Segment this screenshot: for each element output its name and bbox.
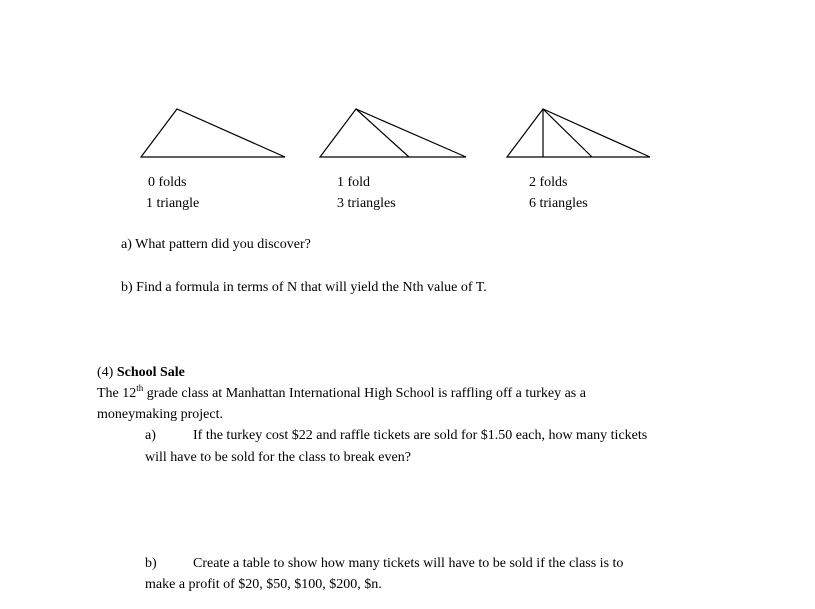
problem-intro-line1: The 12th grade class at Manhattan International High School is raffling off a turkey as a — [97, 383, 586, 401]
caption-triangles-2: 6 triangles — [529, 196, 588, 211]
part-b-line2: make a profit of $20, $50, $100, $200, $n. — [145, 577, 382, 592]
part-b-line1: Create a table to show how many tickets will have to be sold if the class is to — [193, 556, 624, 571]
caption-triangles-0: 1 triangle — [146, 196, 200, 211]
ordinal-suffix: th — [136, 383, 144, 393]
problem-number: (4) — [97, 365, 117, 380]
problem-heading — [97, 364, 185, 382]
problem-intro-line2: moneymaking project. — [97, 407, 223, 422]
caption-folds-2: 2 folds — [529, 175, 568, 190]
question-b: b) Find a formula in terms of N that will yield the Nth value of T. — [121, 280, 487, 295]
part-a-line2: will have to be sold for the class to break even? — [145, 450, 411, 465]
triangle-1-fold — [320, 109, 466, 157]
triangle-2-folds — [507, 109, 650, 157]
caption-folds-0: 0 folds — [148, 175, 187, 190]
caption-folds-1: 1 fold — [337, 175, 371, 190]
problem-title: School Sale — [116, 365, 185, 380]
triangle-0-folds — [141, 109, 285, 157]
fold-line — [543, 109, 592, 157]
question-a: a) What pattern did you discover? — [121, 237, 311, 252]
fold-line — [356, 109, 409, 157]
part-b-label: b) — [145, 556, 157, 571]
part-a-line1: If the turkey cost $22 and raffle tickets are sold for $1.50 each, how many tickets — [193, 428, 648, 443]
caption-triangles-1: 3 triangles — [337, 196, 396, 211]
part-a-label: a) — [145, 428, 156, 443]
